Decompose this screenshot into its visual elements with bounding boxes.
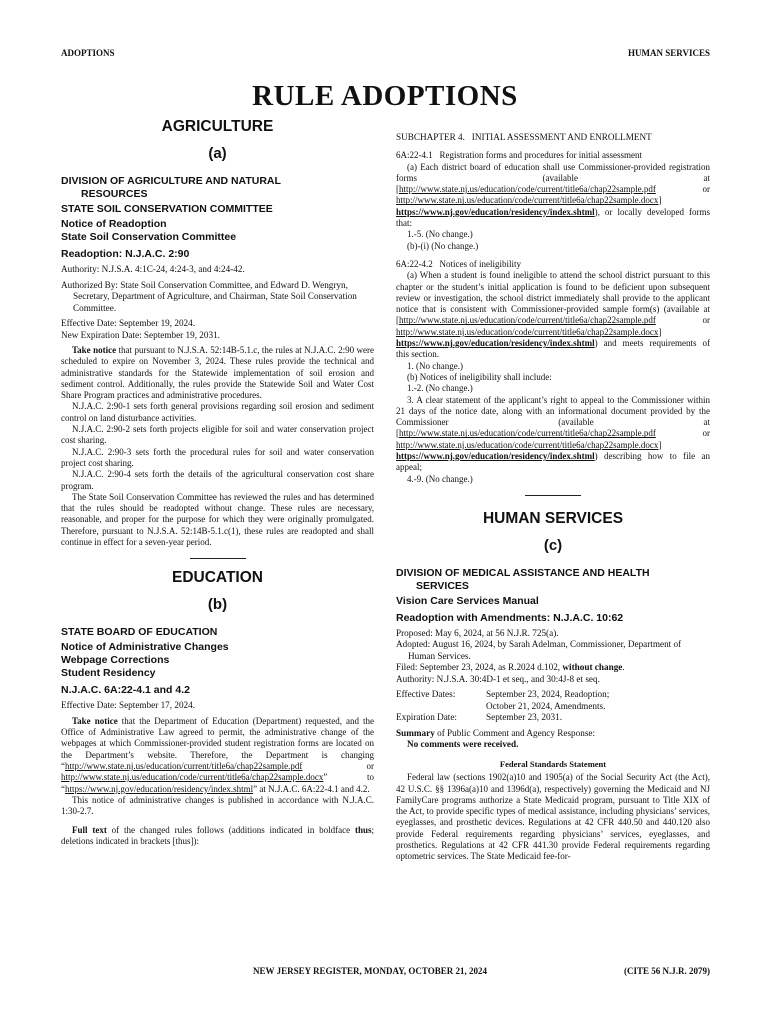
footer-register: NEW JERSEY REGISTER, MONDAY, OCTOBER 21, 2024 [253, 966, 487, 976]
subchapter-heading: SUBCHAPTER 4. INITIAL ASSESSMENT AND ENROLLMENT [396, 132, 652, 142]
filed-line: Filed: September 23, 2024, as R.2024 d.102, without change. [396, 662, 625, 673]
authorized-by: Authorized By: State Soil Conservation Committee, and Edward D. Wengryn, Secretary, Department of Agriculture, and Chairman, State Soil Conservation Committee. [61, 279, 357, 313]
link[interactable]: http://www.state.nj.us/education/code/current/title6a/chap22sample.docx [396, 439, 659, 450]
link[interactable]: http://www.state.nj.us/education/code/current/title6a/chap22sample.pdf [399, 428, 656, 439]
expiration-date: New Expiration Date: September 19, 2031. [61, 329, 220, 340]
section-letter-a: (a) [208, 145, 227, 162]
footer-cite: (CITE 56 N.J.R. 2079) [623, 966, 710, 976]
agency-committee: STATE SOIL CONSERVATION COMMITTEE [61, 203, 273, 215]
agency-division-cont: RESOURCES [81, 188, 148, 200]
link[interactable]: https://www.nj.gov/education/residency/index.shtml [65, 783, 254, 794]
link[interactable]: https://www.nj.gov/education/residency/index.shtml [396, 206, 595, 217]
notice-subject: Student Residency [61, 667, 156, 680]
link[interactable]: http://www.state.nj.us/education/code/current/title6a/chap22sample.pdf [399, 184, 656, 195]
notice-subject: Vision Care Services Manual [396, 594, 539, 607]
effective-date: Effective Date: September 19, 2024. [61, 318, 196, 328]
body-paragraph: (a) Each district board of education shall use Commissioner-provided registration forms (available at [http://www.state.nj.us/education/code/current/title6a/chap22sample.pdf or http://www.state.nj.us/education/code/current/title6a/chap22sample.docx] https://www.nj.gov/education/residency/index.shtml), or locally developed forms that: [396, 161, 710, 229]
section-heading-education: EDUCATION [172, 569, 263, 587]
list-item: (b)-(i) (No change.) [407, 240, 479, 251]
agency-division-cont: SERVICES [416, 579, 469, 592]
body-paragraph: 3. A clear statement of the applicant’s right to appeal to the Commissioner within 21 days of the notice date, along with an informational document provided by the Commissioner (available at [http://www.state.nj.us/education/code/current/title6a/chap22sample.pdf or http://www.state.nj.us/education/code/current/title6a/chap22sample.docx] https://www.nj.gov/education/residency/index.shtml) describing how to file an appeal; [396, 394, 710, 473]
agency-division: DIVISION OF AGRICULTURE AND NATURAL [61, 175, 281, 187]
effective-date: Effective Date: September 17, 2024. [61, 700, 196, 711]
notice-type: Notice of Administrative Changes [61, 641, 229, 654]
federal-standards-title: Federal Standards Statement [499, 758, 607, 769]
agency-division: DIVISION OF MEDICAL ASSISTANCE AND HEALTH [396, 566, 650, 579]
authority-line: Authority: N.J.S.A. 30:4D-1 et seq., and 30:4J-8 et seq. [396, 673, 600, 684]
link[interactable]: http://www.state.nj.us/education/code/current/title6a/chap22sample.docx [396, 195, 659, 206]
body-paragraph: (a) When a student is found ineligible to attend the school district pursuant to this chapter or the student’s initial application is found to be deficient upon subsequent review or investigation, the school district immediately shall provide to the applicant notice that is consistent with Commissioner-provided sample form(s) (available at [http://www.state.nj.us/education/code/current/title6a/chap22sample.pdf or http://www.state.nj.us/education/code/current/title6a/chap22sample.docx] https://www.nj.gov/education/residency/index.shtml) and meets requirements of this section. [396, 270, 710, 360]
link[interactable]: https://www.nj.gov/education/residency/index.shtml [396, 338, 595, 349]
page-title: RULE ADOPTIONS [252, 80, 518, 112]
effective-dates: Effective Dates: September 23, 2024, Readoption; October 21, 2024, Amendments. [396, 689, 610, 711]
body-paragraph: The State Soil Conservation Committee has reviewed the rules and has determined that the rules should be readopted without change. These rules are necessary, reasonable, and proper for the purpose for which they were originally promulgated. Therefore, pursuant to N.J.S.A. 52:14B-5.1.c(1), these rules are readopted and shall continue in effect for a seven-year period. [61, 491, 374, 548]
section-title: 6A:22-4.1 Registration forms and procedures for initial assessment [396, 150, 642, 161]
readoption-citation: Readoption with Amendments: N.J.A.C. 10:62 [396, 611, 624, 624]
link[interactable]: http://www.state.nj.us/education/code/current/title6a/chap22sample.docx [396, 326, 659, 337]
list-item: 1. (No change.) [407, 360, 463, 371]
section-letter-b: (b) [207, 596, 228, 614]
notice-type: Notice of Readoption [61, 218, 167, 230]
body-paragraph: Take notice that the Department of Education (Department) requested, and the Office of Administrative Law agreed to permit, the administrative change of the webpages at which Commissioner-provided student registration forms are located on the Department’s website. Therefore, the Department is changing “http://www.state.nj.us/education/current/title6a/chap22sample.pdf or http://www.state.nj.us/education/code/current/title6a/chap22sample.docx” to “https://www.nj.gov/education/residency/index.shtml” at N.J.A.C. 6A:22-4.1 and 4.2. [61, 715, 374, 794]
body-paragraph: Federal law (sections 1902(a)10 and 1905(a) of the Social Security Act (the Act), 42 U.S.C. §§ 1396a(a)10 and 1396d(a), respectively) governing the Medicaid and NJ FamilyCare programs authorize a State Medicaid program, pursuant to Title XIX of the Act, to provide specific types of medical assistance, including physicians’ services, eyeglasses, and prosthetic devices. Regulations at 42 CFR 440.50 and 440.120 also provide Federal requirements regarding physicians’ services, eyeglasses, and prosthetics. Regulations at 42 CFR 441.30 provide Federal requirements regarding optometric services. The State Medicaid fee-for- [396, 772, 710, 862]
running-header-right: HUMAN SERVICES [628, 48, 710, 58]
list-item: 4.-9. (No change.) [407, 473, 473, 484]
body-paragraph: N.J.A.C. 2:90-2 sets forth projects eligible for soil and water conservation project cost sharing. [61, 424, 374, 446]
section-heading-human-services: HUMAN SERVICES [482, 509, 624, 527]
section-heading-agriculture: AGRICULTURE [161, 118, 274, 135]
readoption-citation: Readoption: N.J.A.C. 2:90 [61, 248, 190, 260]
section-letter-c: (c) [543, 536, 563, 554]
body-paragraph: N.J.A.C. 2:90-4 sets forth the details of the agricultural conservation cost share program. [61, 469, 374, 491]
link[interactable]: http://www.state.nj.us/education/current/title6a/chap22sample.pdf [65, 761, 303, 772]
proposed-line: Proposed: May 6, 2024, at 56 N.J.R. 725(a). [396, 627, 559, 638]
notice-subject: Webpage Corrections [61, 654, 170, 667]
agency-board: STATE BOARD OF EDUCATION [61, 626, 218, 639]
body-paragraph: N.J.A.C. 2:90-1 sets forth general provisions regarding soil erosion and sediment control on land disturbance activities. [61, 401, 374, 423]
link[interactable]: https://www.nj.gov/education/residency/index.shtml [396, 451, 595, 462]
left-column [61, 118, 374, 847]
adopted-line: Adopted: August 16, 2024, by Sarah Adelman, Commissioner, Department of Human Services. [396, 639, 682, 661]
no-comments: No comments were received. [407, 739, 519, 750]
right-column [396, 118, 710, 863]
body-paragraph: Take notice that pursuant to N.J.S.A. 52:14B-5.1.c, the rules at N.J.A.C. 2:90 were scheduled to expire on November 3, 2024. These rules provide the technical and administrative standards for the Statewide implementation of soil erosion and sediment control. Additionally, the rules provide the Statewide Soil and Water Cost Share Program practices and administrative procedures. [61, 345, 375, 401]
body-paragraph: Full text of the changed rules follows (additions indicated in boldface thus; deletions indicated in brackets [thus]): [61, 824, 375, 846]
section-title: 6A:22-4.2 Notices of ineligibility [396, 258, 521, 269]
list-item: 1.-5. (No change.) [407, 229, 473, 240]
authority-line: Authority: N.J.S.A. 4:1C-24, 4:24-3, and 4:24-42. [61, 264, 245, 274]
expiration-date: Expiration Date: September 23, 2031. [396, 712, 563, 723]
section-divider [525, 495, 581, 496]
notice-subject: State Soil Conservation Committee [61, 231, 237, 243]
body-paragraph: This notice of administrative changes is published in accordance with N.J.A.C. 1:30-2.7. [61, 794, 374, 817]
link[interactable]: http://www.state.nj.us/education/code/current/title6a/chap22sample.pdf [399, 315, 656, 326]
section-divider [190, 558, 246, 559]
summary-line: Summary of Public Comment and Agency Response: [396, 727, 596, 738]
rule-citation: N.J.A.C. 6A:22-4.1 and 4.2 [61, 684, 190, 697]
link[interactable]: http://www.state.nj.us/education/code/current/title6a/chap22sample.docx [61, 772, 324, 783]
running-header-left: ADOPTIONS [61, 48, 115, 58]
body-paragraph: N.J.A.C. 2:90-3 sets forth the procedural rules for soil and water conservation project cost sharing. [61, 446, 374, 468]
list-item: 1.-2. (No change.) [407, 383, 473, 394]
list-item: (b) Notices of ineligibility shall include: [407, 371, 552, 382]
